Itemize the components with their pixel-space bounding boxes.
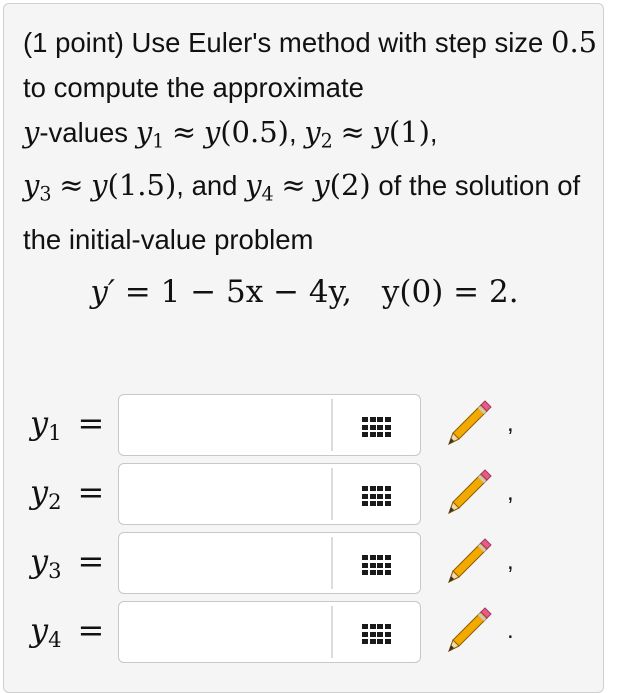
matrix-grid-icon[interactable] (362, 555, 390, 575)
pencil-icon[interactable] (441, 605, 493, 657)
pencil-icon[interactable] (441, 398, 493, 450)
y4-input[interactable] (119, 602, 331, 662)
answer-row-2: $y_2$ = , (4, 463, 605, 525)
answer-row-1: $y_1$ = , (4, 394, 605, 456)
pencil-icon[interactable] (441, 536, 493, 588)
y1-input[interactable] (119, 395, 331, 455)
y3-input[interactable] (119, 533, 331, 593)
step-size: 0.5 (551, 25, 598, 59)
point-label: (1 point) (23, 27, 124, 58)
matrix-grid-icon[interactable] (362, 417, 390, 437)
answer-box (118, 394, 421, 456)
pencil-icon[interactable] (441, 467, 493, 519)
matrix-grid-icon[interactable] (362, 486, 390, 506)
answer-box (118, 463, 421, 525)
y2-input[interactable] (119, 464, 331, 524)
initial-value-equation: y′ = 1 − 5x − 4y, y(0) = 2. (90, 274, 519, 310)
answer-box (118, 601, 421, 663)
problem-statement: (1 point) Use Euler's method with step size 0.5 to compute the approximate y-values $y_1 \approx y(0.5)$, $y_2 \approx y(1)$, $y_3 \approx y(1.5)$, and $y_4 \approx y(2)$ of the solution of the initial-value problem (23, 25, 598, 255)
answer-row-4: $y_4$ = . (4, 601, 605, 663)
problem-card (3, 3, 604, 693)
answer-row-3: $y_3$ = , (4, 532, 605, 594)
matrix-grid-icon[interactable] (362, 624, 390, 644)
answer-box (118, 532, 421, 594)
